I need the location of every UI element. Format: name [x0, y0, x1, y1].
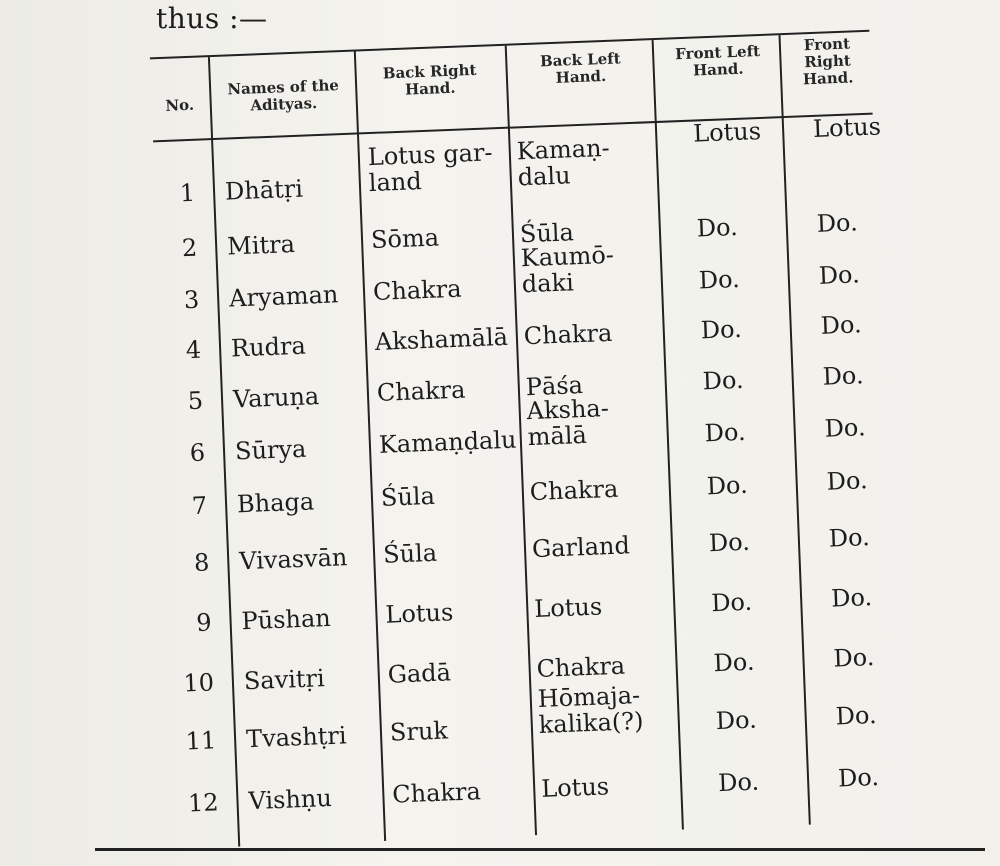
cell-back-right: Gadā — [387, 658, 452, 689]
header-back-right: Back Right Hand. — [382, 60, 477, 99]
cell-name: Pūshan — [241, 603, 332, 636]
header-back-left: Back Left Hand. — [539, 49, 621, 87]
cell-front-right: Do. — [818, 260, 861, 290]
cell-no: 7 — [191, 491, 208, 521]
cell-back-left: Pāśa — [525, 371, 584, 402]
cell-front-left: Do. — [717, 767, 760, 798]
cell-back-right: Akshamālā — [374, 322, 509, 356]
cell-front-left: Do. — [706, 470, 749, 501]
cell-front-right: Do. — [830, 583, 873, 613]
cell-back-right: Lotus — [384, 598, 454, 629]
page-bottom-rule — [95, 848, 985, 851]
cell-front-right: Do. — [826, 466, 869, 496]
cell-back-left: Kaumō- daki — [520, 240, 615, 299]
cell-back-right: Chakra — [372, 274, 462, 306]
cell-back-left: Chakra — [523, 318, 613, 351]
header-name: Names of the Adityas. — [227, 76, 340, 115]
cell-name: Vishṇu — [247, 783, 333, 816]
header-front-right: Front Right Hand. — [802, 34, 854, 89]
cell-name: Tvashṭri — [245, 721, 348, 754]
cell-name: Mitra — [226, 229, 296, 261]
cell-no: 9 — [195, 608, 213, 638]
col-rule-5 — [779, 35, 811, 824]
cell-front-right: Do. — [820, 310, 863, 340]
cell-no: 1 — [179, 178, 196, 208]
cell-back-right: Chakra — [376, 375, 466, 407]
cell-back-left: Garland — [531, 531, 631, 564]
cell-back-right: Kamaṇḍalu — [378, 425, 517, 459]
cell-back-left: Lotus — [533, 592, 603, 624]
lead-text: thus :— — [156, 2, 268, 35]
cell-front-right: Do. — [837, 762, 880, 793]
cell-front-left: Do. — [708, 527, 751, 558]
cell-name: Aryaman — [228, 280, 339, 313]
cell-front-right: Do. — [816, 208, 859, 238]
cell-no: 12 — [187, 788, 220, 818]
cell-no: 11 — [185, 726, 217, 756]
header-no: No. — [165, 95, 195, 115]
cell-front-left: Lotus — [692, 116, 762, 148]
cell-no: 6 — [189, 438, 206, 468]
cell-front-left: Do. — [698, 264, 741, 295]
cell-front-left: Do. — [704, 417, 747, 448]
cell-back-left: Lotus — [540, 772, 610, 803]
cell-front-left: Do. — [702, 365, 745, 396]
cell-back-right: Śūla — [382, 538, 438, 569]
cell-front-right: Do. — [832, 643, 875, 673]
cell-no: 8 — [193, 548, 210, 578]
cell-name: Sūrya — [234, 434, 307, 466]
cell-no: 3 — [183, 285, 200, 315]
cell-front-left: Do. — [713, 647, 755, 678]
cell-front-right: Lotus — [812, 112, 882, 143]
cell-front-left: Do. — [700, 314, 743, 345]
cell-back-right: Lotus gar- land — [367, 138, 494, 198]
cell-back-right: Chakra — [391, 777, 482, 809]
cell-name: Dhātṛi — [224, 174, 304, 206]
cell-front-left: Do. — [715, 705, 758, 736]
cell-back-left: Chakra — [529, 474, 619, 507]
cell-name: Savitṛi — [243, 664, 326, 696]
cell-name: Rudra — [230, 331, 307, 363]
cell-back-right: Śūla — [380, 481, 436, 512]
cell-no: 5 — [187, 386, 204, 416]
cell-front-right: Do. — [835, 700, 878, 731]
cell-no: 2 — [181, 233, 198, 263]
cell-front-right: Do. — [822, 361, 865, 391]
cell-front-right: Do. — [828, 523, 871, 553]
cell-back-left: Śūla — [519, 218, 575, 249]
cell-back-left: Kamaṇ- dalu — [516, 133, 611, 192]
cell-name: Varuṇa — [232, 382, 320, 414]
cell-front-left: Do. — [710, 587, 753, 618]
cell-back-right: Sruk — [389, 716, 449, 747]
col-rule-4 — [652, 40, 684, 829]
cell-name: Bhaga — [236, 487, 315, 519]
cell-name: Vivasvān — [238, 543, 348, 576]
cell-no: 4 — [185, 335, 202, 365]
header-bottom-rule — [153, 113, 873, 143]
cell-front-left: Do. — [696, 212, 739, 243]
cell-no: 10 — [182, 668, 215, 698]
cell-back-left: Hōmaja- kalika(?) — [537, 681, 644, 739]
cell-front-right: Do. — [824, 413, 867, 443]
header-front-left: Front Left Hand. — [674, 41, 761, 80]
cell-back-right: Sōma — [370, 223, 440, 255]
cell-back-left: Aksha- mālā — [526, 394, 610, 452]
cell-back-left: Chakra — [536, 651, 626, 683]
